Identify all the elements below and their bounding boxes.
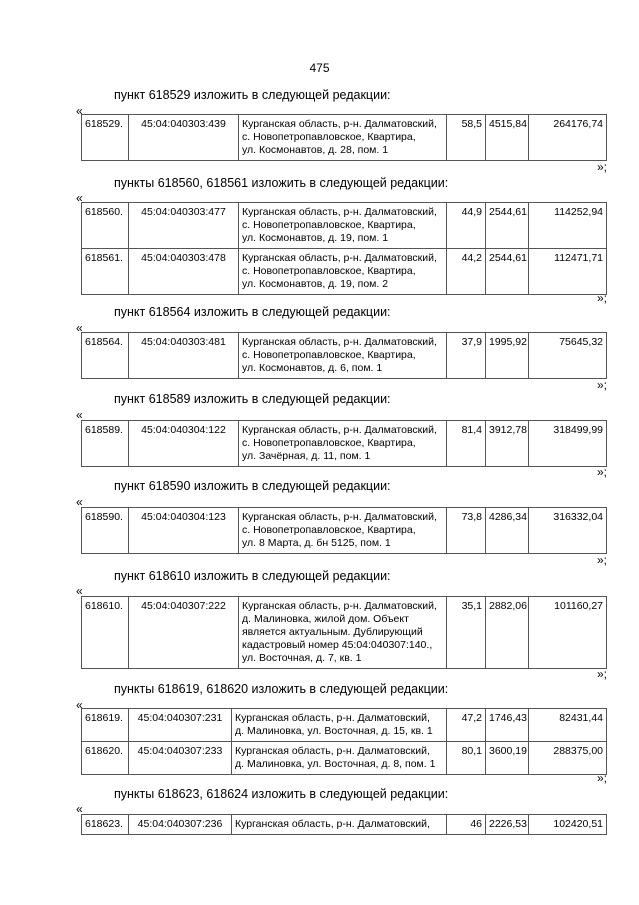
cadastral-value: 316332,04 bbox=[529, 508, 607, 554]
address-line: Курганская область, р-н. Далматовский, bbox=[242, 336, 437, 348]
address-line: Курганская область, р-н. Далматовский, bbox=[242, 511, 437, 523]
item-number: 618610. bbox=[82, 597, 129, 669]
address-line: Курганская область, р-н. Далматовский, bbox=[242, 600, 437, 612]
section-heading: пункт 618564 изложить в следующей редакции: bbox=[114, 305, 391, 319]
address-line: Курганская область, р-н. Далматовский, bbox=[235, 712, 430, 724]
cadastral-value: 114252,94 bbox=[529, 203, 607, 249]
address-cell bbox=[239, 333, 447, 379]
cadastral-value: 102420,51 bbox=[529, 815, 607, 835]
quote-close: »; bbox=[597, 160, 608, 174]
page-number: 475 bbox=[309, 61, 330, 75]
area-value: 80,1 bbox=[447, 742, 486, 775]
address-line: Курганская область, р-н. Далматовский, bbox=[242, 206, 437, 218]
quote-open: « bbox=[76, 191, 83, 205]
section-heading: пункт 618590 изложить в следующей редакции: bbox=[114, 479, 391, 493]
cadastral-number: 45:04:040307:233 bbox=[129, 742, 232, 775]
address-line: д. Малиновка, жилой дом. Объект bbox=[242, 613, 409, 625]
table-row bbox=[82, 115, 607, 161]
address-line: является актуальным. Дублирующий bbox=[242, 626, 423, 638]
address-line: ул. Восточная, д. 7, кв. 1 bbox=[242, 652, 362, 664]
quote-open: « bbox=[76, 408, 83, 422]
table-row bbox=[82, 709, 607, 742]
address-line: д. Малиновка, ул. Восточная, д. 15, кв. 1 bbox=[235, 725, 433, 737]
address-line: Курганская область, р-н. Далматовский, bbox=[235, 818, 430, 830]
address-line: ул. Космонавтов, д. 19, пом. 2 bbox=[242, 278, 389, 290]
specific-value: 1746,43 bbox=[486, 709, 529, 742]
specific-value: 4515,84 bbox=[486, 115, 529, 161]
cadastral-number: 45:04:040303:477 bbox=[129, 203, 239, 249]
item-number: 618623. bbox=[82, 815, 129, 835]
quote-open: « bbox=[76, 802, 83, 816]
address-cell bbox=[239, 597, 447, 669]
specific-value: 2544,61 bbox=[486, 203, 529, 249]
address-cell bbox=[232, 709, 447, 742]
table-row bbox=[82, 421, 607, 467]
address-line: Курганская область, р-н. Далматовский, bbox=[242, 424, 437, 436]
record-table bbox=[81, 420, 607, 467]
record-table bbox=[81, 202, 607, 295]
quote-open: « bbox=[76, 698, 83, 712]
quote-close: »; bbox=[597, 378, 608, 392]
cadastral-value: 264176,74 bbox=[529, 115, 607, 161]
address-line: ул. 8 Марта, д. бн 5125, пом. 1 bbox=[242, 537, 391, 549]
cadastral-number: 45:04:040303:439 bbox=[129, 115, 239, 161]
address-cell bbox=[239, 203, 447, 249]
address-line: с. Новопетропавловское, Квартира, bbox=[242, 219, 416, 231]
cadastral-number: 45:04:040303:481 bbox=[129, 333, 239, 379]
address-line: с. Новопетропавловское, Квартира, bbox=[242, 349, 416, 361]
cadastral-value: 75645,32 bbox=[529, 333, 607, 379]
area-value: 47,2 bbox=[447, 709, 486, 742]
address-line: ул. Зачёрная, д. 11, пом. 1 bbox=[242, 450, 371, 462]
table-row bbox=[82, 249, 607, 295]
item-number: 618564. bbox=[82, 333, 129, 379]
section-heading: пункт 618529 изложить в следующей редакции: bbox=[114, 88, 391, 102]
specific-value: 2544,61 bbox=[486, 249, 529, 295]
cadastral-value: 82431,44 bbox=[529, 709, 607, 742]
item-number: 618590. bbox=[82, 508, 129, 554]
address-cell bbox=[232, 742, 447, 775]
cadastral-number: 45:04:040307:222 bbox=[129, 597, 239, 669]
address-cell bbox=[232, 815, 447, 835]
address-line: Курганская область, р-н. Далматовский, bbox=[242, 118, 437, 130]
cadastral-number: 45:04:040307:236 bbox=[129, 815, 232, 835]
section-heading: пункты 618619, 618620 изложить в следующей редакции: bbox=[114, 682, 449, 696]
area-value: 35,1 bbox=[447, 597, 486, 669]
specific-value: 2226,53 bbox=[486, 815, 529, 835]
cadastral-number: 45:04:040304:123 bbox=[129, 508, 239, 554]
quote-close: »; bbox=[597, 465, 608, 479]
address-line: ул. Космонавтов, д. 28, пом. 1 bbox=[242, 144, 389, 156]
quote-open: « bbox=[76, 321, 83, 335]
quote-open: « bbox=[76, 495, 83, 509]
section-heading: пункт 618610 изложить в следующей редакции: bbox=[114, 569, 391, 583]
table-row bbox=[82, 815, 607, 835]
quote-close: »; bbox=[597, 291, 608, 305]
area-value: 81,4 bbox=[447, 421, 486, 467]
record-table bbox=[81, 332, 607, 379]
quote-close: »; bbox=[597, 667, 608, 681]
area-value: 73,8 bbox=[447, 508, 486, 554]
specific-value: 2882,06 bbox=[486, 597, 529, 669]
item-number: 618560. bbox=[82, 203, 129, 249]
record-table bbox=[81, 507, 607, 554]
address-cell bbox=[239, 115, 447, 161]
specific-value: 4286,34 bbox=[486, 508, 529, 554]
record-table bbox=[81, 114, 607, 161]
record-table bbox=[81, 596, 607, 669]
cadastral-value: 112471,71 bbox=[529, 249, 607, 295]
section-heading: пункты 618623, 618624 изложить в следующей редакции: bbox=[114, 787, 449, 801]
quote-open: « bbox=[76, 584, 83, 598]
address-line: с. Новопетропавловское, Квартира, bbox=[242, 437, 416, 449]
address-line: ул. Космонавтов, д. 6, пом. 1 bbox=[242, 362, 383, 374]
section-heading: пункт 618589 изложить в следующей редакции: bbox=[114, 392, 391, 406]
record-table bbox=[81, 708, 607, 775]
address-line: с. Новопетропавловское, Квартира, bbox=[242, 131, 416, 143]
table-row bbox=[82, 742, 607, 775]
item-number: 618561. bbox=[82, 249, 129, 295]
address-line: Курганская область, р-н. Далматовский, bbox=[235, 745, 430, 757]
area-value: 44,9 bbox=[447, 203, 486, 249]
address-cell bbox=[239, 421, 447, 467]
table-row bbox=[82, 508, 607, 554]
record-table bbox=[81, 814, 607, 835]
cadastral-value: 101160,27 bbox=[529, 597, 607, 669]
address-line: д. Малиновка, ул. Восточная, д. 8, пом. 1 bbox=[235, 758, 436, 770]
specific-value: 3912,78 bbox=[486, 421, 529, 467]
area-value: 46 bbox=[447, 815, 486, 835]
quote-close: »; bbox=[597, 771, 608, 785]
cadastral-value: 288375,00 bbox=[529, 742, 607, 775]
item-number: 618620. bbox=[82, 742, 129, 775]
table-row bbox=[82, 597, 607, 669]
cadastral-number: 45:04:040303:478 bbox=[129, 249, 239, 295]
address-line: ул. Космонавтов, д. 19, пом. 1 bbox=[242, 232, 389, 244]
quote-open: « bbox=[76, 104, 83, 118]
item-number: 618589. bbox=[82, 421, 129, 467]
cadastral-number: 45:04:040304:122 bbox=[129, 421, 239, 467]
address-line: кадастровый номер 45:04:040307:140., bbox=[242, 639, 433, 651]
specific-value: 3600,19 bbox=[486, 742, 529, 775]
address-line: Курганская область, р-н. Далматовский, bbox=[242, 252, 437, 264]
table-row bbox=[82, 203, 607, 249]
address-cell bbox=[239, 508, 447, 554]
section-heading: пункты 618560, 618561 изложить в следующей редакции: bbox=[114, 176, 449, 190]
area-value: 58,5 bbox=[447, 115, 486, 161]
table-row bbox=[82, 333, 607, 379]
item-number: 618529. bbox=[82, 115, 129, 161]
address-cell bbox=[239, 249, 447, 295]
item-number: 618619. bbox=[82, 709, 129, 742]
quote-close: »; bbox=[597, 553, 608, 567]
specific-value: 1995,92 bbox=[486, 333, 529, 379]
cadastral-value: 318499,99 bbox=[529, 421, 607, 467]
area-value: 44,2 bbox=[447, 249, 486, 295]
area-value: 37,9 bbox=[447, 333, 486, 379]
address-line: с. Новопетропавловское, Квартира, bbox=[242, 524, 416, 536]
address-line: с. Новопетропавловское, Квартира, bbox=[242, 265, 416, 277]
cadastral-number: 45:04:040307:231 bbox=[129, 709, 232, 742]
